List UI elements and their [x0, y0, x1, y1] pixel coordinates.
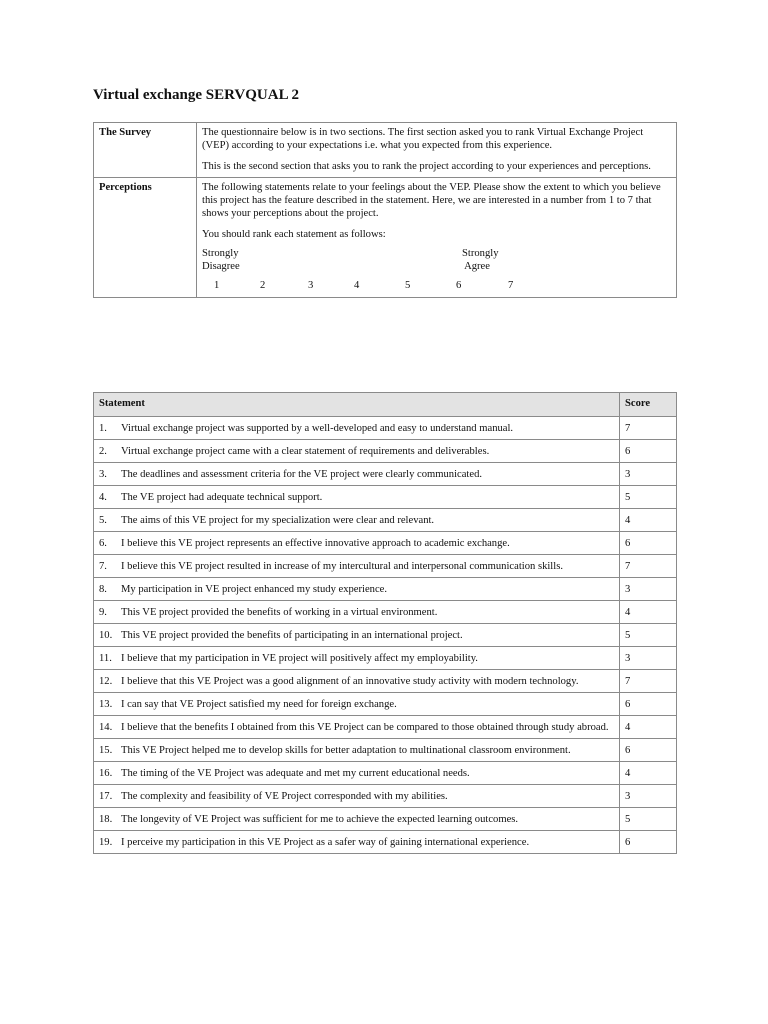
statement-cell [94, 647, 620, 670]
statement-cell [94, 440, 620, 463]
intro-table [93, 122, 677, 298]
table-header-row [94, 393, 677, 417]
statement-text: Virtual exchange project came with a clear statement of requirements and deliverables. [121, 446, 490, 457]
statement-cell [94, 831, 620, 854]
perceptions-paragraph-1: The following statements relate to your feelings about the VEP. Please show the extent to which you believe this project has the feature described in the statement. Here, we are interested in a number from 1 to 7 that shows your perceptions about the project. [202, 182, 661, 219]
statement-number: 14. [99, 722, 113, 733]
rating-scale-numbers [202, 279, 671, 293]
table-row [94, 785, 677, 808]
statement-text: My participation in VE project enhanced my study experience. [121, 584, 388, 595]
statement-number: 16. [99, 768, 113, 779]
statement-number: 7. [99, 561, 107, 572]
statement-number: 18. [99, 814, 113, 825]
statement-text: The complexity and feasibility of VE Project corresponded with my abilities. [121, 791, 448, 802]
statement-text: I believe that the benefits I obtained from this VE Project can be compared to those obtained through study abroad. [121, 722, 609, 733]
table-row [94, 670, 677, 693]
perceptions-paragraph-2: You should rank each statement as follows: [202, 229, 386, 240]
statement-cell [94, 716, 620, 739]
statement-text: This VE project provided the benefits of working in a virtual environment. [121, 607, 438, 618]
table-row [94, 808, 677, 831]
table-row [94, 831, 677, 854]
statement-number: 9. [99, 607, 107, 618]
table-row [94, 555, 677, 578]
statement-number: 8. [99, 584, 107, 595]
table-row [94, 647, 677, 670]
survey-paragraph-1: The questionnaire below is in two sections. The first section asked you to rank Virtual Exchange Project (VEP) according to your expectations i.e. what you expected from this experience. [202, 127, 644, 151]
statement-text: I believe this VE project resulted in increase of my intercultural and interpersonal communication skills. [121, 561, 563, 572]
statement-number: 13. [99, 699, 113, 710]
statement-number: 1. [99, 423, 107, 434]
statement-number: 11. [99, 653, 112, 664]
statement-text: The VE project had adequate technical support. [121, 492, 323, 503]
score-cell: 6 [620, 831, 677, 854]
score-column-header: Score [620, 393, 677, 417]
statement-number: 3. [99, 469, 107, 480]
statement-number: 2. [99, 446, 107, 457]
table-row [94, 417, 677, 440]
score-cell: 5 [620, 624, 677, 647]
score-cell: 7 [620, 670, 677, 693]
statement-number: 19. [99, 837, 113, 848]
rating-scale-labels [202, 247, 671, 273]
table-row [94, 693, 677, 716]
statement-text: Virtual exchange project was supported by a well-developed and easy to understand manual. [121, 423, 514, 434]
scale-number: 1 [214, 280, 220, 291]
statement-text: The longevity of VE Project was sufficient for me to achieve the expected learning outcomes. [121, 814, 519, 825]
survey-row [94, 123, 677, 178]
statement-cell [94, 601, 620, 624]
statements-body [94, 417, 677, 854]
statement-cell [94, 532, 620, 555]
scale-low-label: Strongly Disagree [202, 248, 240, 272]
statement-cell [94, 555, 620, 578]
scale-number: 6 [456, 280, 462, 291]
score-cell: 3 [620, 578, 677, 601]
score-cell: 6 [620, 739, 677, 762]
table-row [94, 739, 677, 762]
statement-text: This VE project provided the benefits of participating in an international project. [121, 630, 463, 641]
statements-table [93, 392, 677, 854]
statement-cell [94, 486, 620, 509]
statement-cell [94, 509, 620, 532]
scale-number: 2 [260, 280, 266, 291]
table-row [94, 624, 677, 647]
score-cell: 5 [620, 808, 677, 831]
statement-text: I believe that this VE Project was a good alignment of an innovative study activity with modern technology. [121, 676, 579, 687]
scale-number: 7 [508, 280, 514, 291]
document-title: Virtual exchange SERVQUAL 2 [93, 87, 300, 103]
table-row [94, 463, 677, 486]
statement-text: I believe this VE project represents an effective innovative approach to academic exchange. [121, 538, 510, 549]
perceptions-label: Perceptions [94, 178, 197, 298]
perceptions-description [197, 178, 677, 298]
survey-paragraph-2: This is the second section that asks you to rank the project according to your experiences and perceptions. [202, 161, 651, 172]
statement-cell [94, 463, 620, 486]
table-row [94, 762, 677, 785]
score-cell: 3 [620, 647, 677, 670]
statement-text: This VE Project helped me to develop skills for better adaptation to multinational classroom environment. [121, 745, 571, 756]
scale-number: 3 [308, 280, 314, 291]
statement-cell [94, 578, 620, 601]
table-row [94, 578, 677, 601]
statement-text: The deadlines and assessment criteria for the VE project were clearly communicated. [121, 469, 483, 480]
statement-number: 12. [99, 676, 113, 687]
score-cell: 3 [620, 463, 677, 486]
survey-description [197, 123, 677, 178]
statement-number: 10. [99, 630, 113, 641]
statement-cell [94, 785, 620, 808]
statement-text: The aims of this VE project for my specialization were clear and relevant. [121, 515, 435, 526]
perceptions-row [94, 178, 677, 298]
survey-label: The Survey [94, 123, 197, 178]
table-row [94, 440, 677, 463]
score-cell: 3 [620, 785, 677, 808]
score-cell: 6 [620, 440, 677, 463]
statement-text: I perceive my participation in this VE Project as a safer way of gaining international experience. [121, 837, 530, 848]
scale-number: 4 [354, 280, 360, 291]
statement-number: 4. [99, 492, 107, 503]
statement-cell [94, 670, 620, 693]
statement-cell [94, 808, 620, 831]
statement-cell [94, 624, 620, 647]
statement-text: I believe that my participation in VE project will positively affect my employability. [121, 653, 478, 664]
statement-column-header: Statement [94, 393, 620, 417]
statement-text: I can say that VE Project satisfied my need for foreign exchange. [121, 699, 397, 710]
score-cell: 4 [620, 716, 677, 739]
statement-text: The timing of the VE Project was adequate and met my current educational needs. [121, 768, 470, 779]
score-cell: 7 [620, 555, 677, 578]
statement-number: 6. [99, 538, 107, 549]
score-cell: 6 [620, 693, 677, 716]
table-row [94, 486, 677, 509]
statement-cell [94, 693, 620, 716]
table-row [94, 509, 677, 532]
score-cell: 4 [620, 601, 677, 624]
statement-number: 15. [99, 745, 113, 756]
statement-number: 17. [99, 791, 113, 802]
scale-high-label: Strongly Agree [462, 248, 499, 272]
score-cell: 4 [620, 762, 677, 785]
table-row [94, 716, 677, 739]
table-row [94, 532, 677, 555]
table-row [94, 601, 677, 624]
score-cell: 4 [620, 509, 677, 532]
statement-cell [94, 739, 620, 762]
statement-cell [94, 417, 620, 440]
statement-cell [94, 762, 620, 785]
statement-number: 5. [99, 515, 107, 526]
score-cell: 7 [620, 417, 677, 440]
scale-number: 5 [405, 280, 411, 291]
score-cell: 6 [620, 532, 677, 555]
score-cell: 5 [620, 486, 677, 509]
